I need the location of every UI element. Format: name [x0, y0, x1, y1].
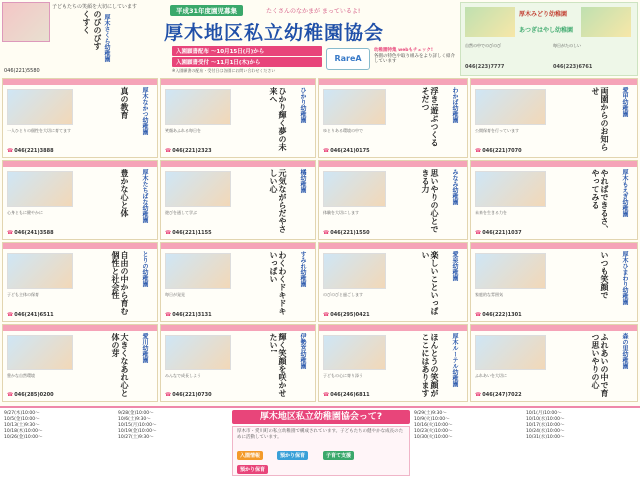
ad-headline: ほんとうの笑顔がここにはあります: [421, 333, 440, 397]
schedule-col-2: [118, 411, 228, 441]
ad-phone: ☎ 046(222)1301: [475, 312, 522, 318]
kindergarten-ad: [2, 160, 158, 240]
kindergarten-ad: [318, 324, 468, 402]
ad-kindergarten-name: とりの幼稚園: [141, 251, 148, 287]
ad-top-strip: [319, 243, 468, 249]
kindergarten-ad: [470, 324, 638, 402]
kindergarten-ad: [160, 242, 316, 322]
ad-body-text: ふれあいを大切に: [475, 373, 507, 378]
schedule-entry: 10/24(水)10:00〜: [526, 429, 565, 434]
schedule-entry: 10/30(火)10:00〜: [414, 435, 453, 440]
period-note: ※入園願書の配布・受付日は各園にお問い合わせください: [172, 68, 276, 73]
right-ad-tel-1: 046(223)7777: [465, 64, 505, 70]
ad-phone: ☎ 046(295)0421: [323, 312, 370, 318]
ad-top-strip: [471, 243, 638, 249]
ad-top-strip: [319, 79, 468, 85]
kindergarten-ad: [318, 160, 468, 240]
schedule-entry: 10/17(水)10:00〜: [526, 423, 565, 428]
period-distribution: 入園願書配布 〜10月15日(月)から: [172, 46, 322, 56]
ad-kindergarten-name: わかば幼稚園: [451, 87, 458, 123]
ad-kindergarten-name: 厚木ルーテル幼稚園: [451, 333, 458, 387]
ad-phone: ☎ 046(247)7022: [475, 392, 522, 398]
right-ad-text-1: 自然の中でのびのび: [465, 43, 501, 48]
kindergarten-ad: [2, 324, 158, 402]
ad-photo: [165, 89, 231, 125]
schedule-entry: 10/26(金)10:00〜: [4, 435, 43, 440]
ad-kindergarten-name: すみれ幼稚園: [299, 251, 306, 287]
schedule-entry: 10/18(木)10:00〜: [4, 429, 43, 434]
schedule-entry: 10/31(水)10:00〜: [526, 435, 565, 440]
left-ad-tel: 046(221)5580: [4, 68, 40, 74]
schedule-entry: 10/23(火)10:00〜: [414, 429, 453, 434]
kindergarten-ad: [2, 78, 158, 158]
ad-top-strip: [471, 79, 638, 85]
ad-kindergarten-name: 伊勢宮幼稚園: [299, 333, 306, 369]
kindergarten-ad: [318, 78, 468, 158]
ad-top-strip: [3, 325, 158, 331]
ad-top-strip: [319, 325, 468, 331]
ad-top-strip: [161, 161, 316, 167]
ad-kindergarten-name: 厚木なかつ幼稚園: [141, 87, 148, 135]
ad-phone: ☎ 046(221)1155: [165, 230, 212, 236]
kindergarten-ad: [160, 160, 316, 240]
ad-top-strip: [3, 161, 158, 167]
schedule-entry: 10/1(月)10:00〜: [526, 411, 562, 416]
ad-kindergarten-name: ひかり幼稚園: [299, 87, 306, 123]
kindergarten-ad: [470, 242, 638, 322]
ad-headline: 思いやりの心とできる力: [421, 169, 440, 233]
ad-headline: いつも笑顔で: [600, 251, 610, 299]
ad-photo: [7, 253, 73, 289]
kindergarten-ad: [318, 242, 468, 322]
ad-body-text: 毎日が発見: [165, 292, 185, 297]
schedule-entry: 10/15(月)10:00〜: [118, 423, 157, 428]
right-ad-photo-2: [581, 7, 631, 37]
ad-kindergarten-name: 厚木もえぎ幼稚園: [621, 169, 628, 217]
ad-headline: 浮き!遊ぶつくるそだつ: [421, 87, 440, 147]
left-ad-name: 厚木さくら幼稚園: [103, 14, 110, 62]
ad-headline: 両園からのお知らせ: [591, 87, 610, 151]
schedule-section: [0, 406, 640, 478]
right-ad-text-2: 毎日がたのしい: [553, 43, 581, 48]
right-ad-tel-2: 046(223)6761: [553, 64, 593, 70]
footer-badge: 預かり保育: [237, 465, 268, 474]
left-ad-title: のびのびすくすく: [82, 10, 103, 50]
ad-phone: ☎ 046(221)1550: [323, 230, 370, 236]
ad-photo: [165, 171, 231, 207]
ad-headline: ふれあいの中で育つ思いやりの心: [591, 333, 610, 397]
header-center: [156, 2, 456, 76]
ad-body-text: 公開保育を行っています: [475, 128, 519, 133]
web-check: [374, 48, 456, 65]
ad-body-text: 家庭的な雰囲気: [475, 292, 503, 297]
ad-body-text: 笑顔あふれる毎日を: [165, 128, 201, 133]
schedule-col-4: [526, 411, 636, 441]
badge-admission: 入園情報: [237, 451, 263, 460]
ad-photo: [475, 253, 546, 289]
ad-headline: 元気ながらだやさしい心: [269, 169, 288, 233]
schedule-entry: 10/16(火)10:00〜: [414, 423, 453, 428]
ad-kindergarten-name: 愛泉幼稚園: [451, 251, 458, 281]
right-ad-photo-1: [465, 7, 515, 37]
ad-kindergarten-name: 厚木たちばな幼稚園: [141, 169, 148, 223]
ad-top-strip: [161, 325, 316, 331]
ad-headline: 楽しいこといっぱい: [421, 251, 440, 315]
ad-phone: ☎ 046(241)6511: [7, 312, 54, 318]
schedule-col-3: [414, 411, 524, 441]
ad-body-text: のびのびと過ごします: [323, 292, 363, 297]
ad-phone: ☎ 046(241)3588: [7, 230, 54, 236]
ad-phone: ☎ 046(221)7070: [475, 148, 522, 154]
ad-photo: [7, 335, 73, 370]
kindergarten-ad: [160, 78, 316, 158]
ad-body-text: 一人ひとりの個性を大切に育てます: [7, 128, 71, 133]
ad-kindergarten-name: 橘幼稚園: [299, 169, 306, 193]
ad-phone: ☎ 046(221)2323: [165, 148, 212, 154]
ad-photo: [323, 253, 386, 289]
ad-headline: やればできるさ、やってみる: [591, 169, 610, 233]
ad-phone: ☎ 046(285)0200: [7, 392, 54, 398]
ad-headline: 自由の中から育む個性と社会性: [111, 251, 130, 315]
ad-kindergarten-name: 厚木ひまわり幼稚園: [621, 251, 628, 305]
left-ad-text: 子どもたちの笑顔を大切にしています: [52, 4, 138, 10]
schedule-entry: 10/27(土)9:30〜: [118, 435, 154, 440]
badge-support: 子育て支援: [323, 451, 354, 460]
ad-photo: [475, 89, 546, 125]
ad-top-strip: [319, 161, 468, 167]
ad-top-strip: [3, 79, 158, 85]
ad-body-text: ゆとりある環境の中で: [323, 128, 363, 133]
ad-body-text: 心身ともに健やかに: [7, 210, 43, 215]
association-box: [232, 426, 410, 476]
ad-kindergarten-name: 森の里幼稚園: [621, 333, 628, 369]
period-acceptance: 入園願書受付 〜11月1日(木)から: [172, 57, 322, 67]
kindergarten-ad: [470, 78, 638, 158]
ad-headline: 大きくなあれ心と体の芽: [111, 333, 130, 397]
ad-photo: [165, 253, 231, 289]
page-title: 厚木地区私立幼稚園協会: [164, 22, 385, 44]
ad-phone: ☎ 046(221)3131: [165, 312, 212, 318]
association-title: 厚木地区私立幼稚園協会って?: [232, 410, 410, 424]
header-right-ads: [460, 2, 638, 76]
ad-photo: [475, 171, 546, 207]
schedule-entry: 9/29(土)9:30〜: [414, 411, 447, 416]
association-text: 厚木市・愛川町の私立幼稚園で構成されています。子どもたちの健やかな成長のために活動しています。: [237, 429, 404, 440]
kindergarten-photo: [2, 2, 50, 42]
ad-top-strip: [471, 161, 638, 167]
ad-top-strip: [161, 243, 316, 249]
ad-body-text: 子ども主体の保育: [7, 292, 39, 297]
ad-body-text: 体験を大切にします: [323, 210, 359, 215]
ad-headline: わくわくドキドキいっぱい: [269, 251, 288, 315]
right-ad-label-2: あつぎはやし幼稚園: [519, 27, 574, 34]
ad-body-text: 豊かな自然環境: [7, 373, 35, 378]
ad-photo: [475, 335, 546, 370]
ad-kindergarten-name: 愛甲幼稚園: [621, 87, 628, 117]
ad-top-strip: [471, 325, 638, 331]
ad-phone: ☎ 046(221)1037: [475, 230, 522, 236]
ad-top-strip: [161, 79, 316, 85]
ad-photo: [323, 335, 386, 370]
ad-photo: [323, 89, 386, 125]
rarea-logo: RareA: [326, 48, 370, 70]
tagline: たくさんのなかまが まっているよ!: [266, 8, 361, 15]
ad-phone: ☎ 046(221)0730: [165, 392, 212, 398]
schedule-col-1: [4, 411, 114, 441]
badge-childcare: 預かり保育: [277, 451, 308, 460]
ad-headline: 真の教育: [120, 87, 130, 119]
ad-body-text: 遊びを通して学ぶ: [165, 210, 197, 215]
schedule-entry: 10/13(土)9:30〜: [4, 423, 40, 428]
ad-body-text: みんなで成長しよう: [165, 373, 201, 378]
schedule-entry: 10/9(火)10:00〜: [414, 417, 450, 422]
schedule-entry: 10/5(金)10:00〜: [4, 417, 40, 422]
kindergarten-ad: [160, 324, 316, 402]
ad-phone: ☎ 046(241)0175: [323, 148, 370, 154]
ad-phone: ☎ 046(246)6811: [323, 392, 370, 398]
ad-photo: [7, 171, 73, 207]
header: [0, 0, 640, 76]
ad-photo: [7, 89, 73, 125]
right-ad-label-1: 厚木みどり幼稚園: [519, 11, 568, 18]
ad-top-strip: [3, 243, 158, 249]
ad-kindergarten-name: みなみ幼稚園: [451, 169, 458, 205]
application-period: [172, 46, 322, 74]
schedule-entry: 10/10(水)10:00〜: [526, 417, 565, 422]
ad-headline: ひかり輝く夢の未来へ: [269, 87, 288, 151]
ad-headline: 輝く笑顔を咲かせたい!: [269, 333, 288, 397]
ad-phone: ☎ 046(221)3888: [7, 148, 54, 154]
kindergarten-ad: [470, 160, 638, 240]
web-check-text: 各園の特色や取り組みをより詳しく紹介しています: [374, 53, 455, 64]
schedule-entry: 10/19(金)10:00〜: [118, 429, 157, 434]
ad-photo: [323, 171, 386, 207]
ad-body-text: 子どもの心に寄り添う: [323, 373, 363, 378]
schedule-entry: 10/6(土)9:30〜: [118, 417, 151, 422]
header-left-ad: [2, 2, 152, 74]
schedule-entry: 9/28(金)10:00〜: [118, 411, 154, 416]
ad-body-text: 未来を生きる力を: [475, 210, 507, 215]
recruitment-ribbon: 平成31年度園児募集: [170, 5, 243, 16]
kindergarten-ad: [2, 242, 158, 322]
ad-kindergarten-name: 愛川幼稚園: [141, 333, 148, 363]
kindergarten-grid: [0, 78, 640, 404]
ad-headline: 豊かな心と体: [120, 169, 130, 217]
ad-photo: [165, 335, 231, 370]
web-check-title: 幼稚園特集 webもチェック!: [374, 48, 433, 53]
schedule-entry: 9/27(木)10:00〜: [4, 411, 40, 416]
